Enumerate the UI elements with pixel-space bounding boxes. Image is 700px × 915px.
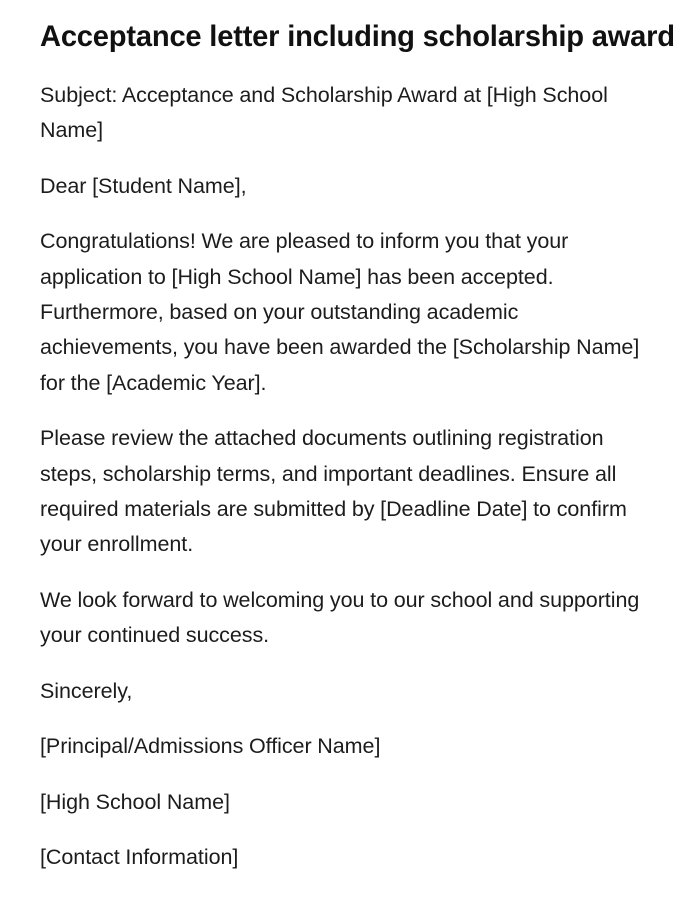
sign-off: Sincerely,	[40, 678, 133, 703]
closing-remarks-paragraph: We look forward to welcoming you to our school and supporting your continued success.	[40, 587, 640, 648]
letter-body	[40, 78, 640, 875]
signature-name: [Principal/Admissions Officer Name]	[40, 734, 381, 759]
instructions-paragraph: Please review the attached documents outlining registration steps, scholarship terms, and important deadlines. Ensure all required materials are submitted by [Deadline Date] to confirm your enrollment.	[40, 426, 627, 557]
signature-contact: [Contact Information]	[40, 844, 239, 869]
salutation: Dear [Student Name],	[40, 173, 247, 198]
congratulations-paragraph: Congratulations! We are pleased to inform you that your application to [High School Name] has been accepted. Furthermore, based on your outstanding academic achievements, you have been awarded the [Scholarship Name] for the [Academic Year].	[40, 229, 640, 395]
page-title: Acceptance letter including scholarship award	[40, 20, 675, 53]
signature-school: [High School Name]	[40, 789, 230, 814]
subject-line: Subject: Acceptance and Scholarship Award at [High School Name]	[40, 83, 608, 143]
